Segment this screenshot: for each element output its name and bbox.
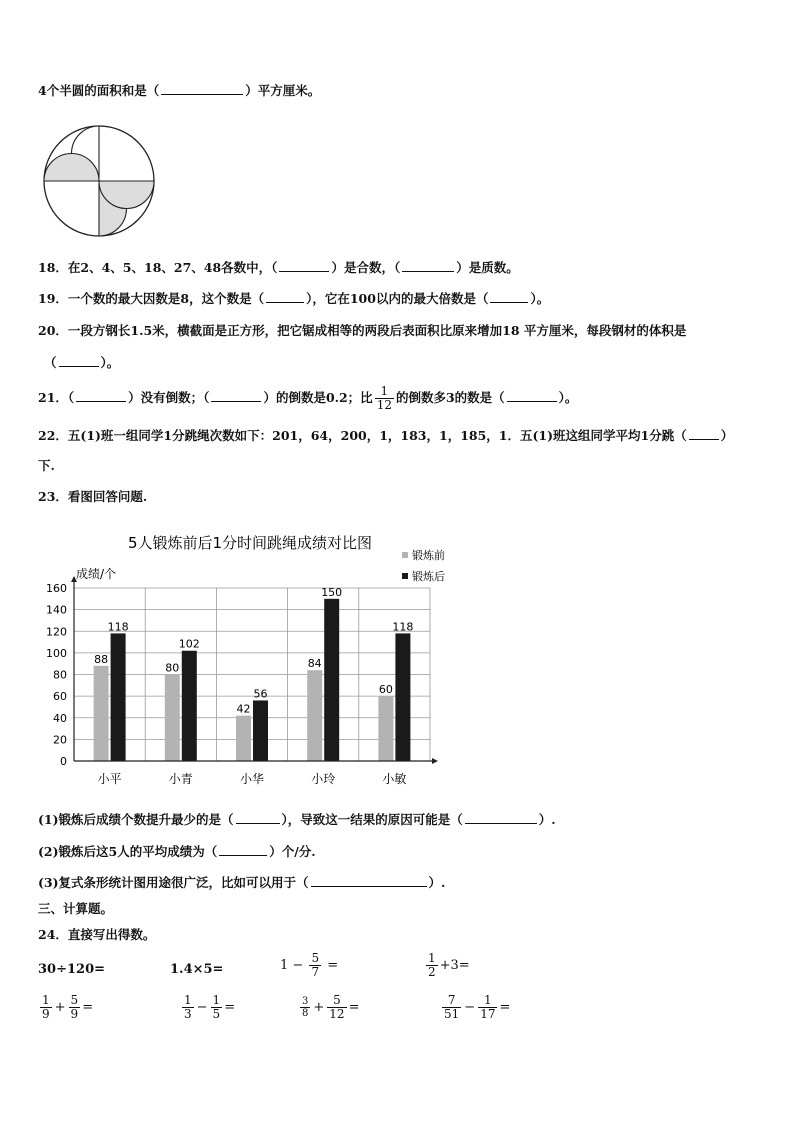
data-label: 56 bbox=[253, 687, 268, 701]
bar-before bbox=[165, 675, 180, 762]
calc-item-3 bbox=[280, 952, 338, 979]
fraction-denominator: 17 bbox=[480, 1007, 496, 1021]
calc-item-2: 1.4×5= bbox=[170, 962, 224, 977]
y-tick-label: 140 bbox=[46, 603, 67, 617]
q23-2-blank[interactable] bbox=[219, 843, 267, 856]
y-axis-label: 成绩/个 bbox=[76, 567, 117, 581]
data-label: 84 bbox=[307, 657, 322, 671]
question-23-3 bbox=[38, 874, 445, 891]
section-heading: 三、计算题。 bbox=[38, 901, 114, 916]
fraction-numerator: 1 bbox=[478, 994, 497, 1008]
q23-2-text: (2)锻炼后这5人的平均成绩为（ bbox=[38, 844, 218, 859]
question-23-2 bbox=[38, 843, 316, 860]
question-20-line2 bbox=[44, 354, 119, 371]
q17-text: 4个半圆的面积和是（ bbox=[38, 83, 160, 98]
calc-item-8 bbox=[440, 994, 510, 1021]
fraction-denominator: 5 bbox=[212, 1007, 221, 1021]
fraction bbox=[182, 994, 194, 1021]
q23-number: 23． bbox=[38, 489, 68, 504]
calc-item-1: 30÷120= bbox=[38, 962, 106, 977]
q19-text: 一个数的最大因数是8，这个数是（ bbox=[67, 291, 265, 306]
data-label: 102 bbox=[178, 637, 200, 651]
operator: + bbox=[54, 1000, 66, 1015]
q23-3-text: (3)复式条形统计图用途很广泛，比如可以用于（ bbox=[38, 875, 309, 890]
fraction-denominator: 9 bbox=[42, 1007, 50, 1021]
q20-answer-blank[interactable] bbox=[59, 354, 99, 367]
q20-text: 一段方钢长1.5米，横截面是正方形，把它锯成相等的两段后表面积比原来增加18 平方厘米，每段钢材的体积是 bbox=[67, 323, 687, 338]
q21-text: ）没有倒数；（ bbox=[128, 390, 210, 405]
q23-1-text: ）. bbox=[538, 812, 556, 827]
fraction bbox=[300, 996, 310, 1019]
calc-item-7 bbox=[298, 994, 359, 1021]
q18-number: 18． bbox=[38, 260, 68, 275]
calc-item-5 bbox=[38, 994, 93, 1021]
fraction-denominator: 12 bbox=[376, 398, 392, 412]
q19-text: ）。 bbox=[530, 291, 550, 306]
y-tick-label: 0 bbox=[60, 755, 67, 768]
chart-bars bbox=[94, 586, 414, 761]
bar-after bbox=[324, 599, 339, 761]
data-label: 80 bbox=[165, 661, 180, 675]
fraction-numerator: 5 bbox=[327, 994, 346, 1008]
chart-legend bbox=[402, 548, 445, 583]
legend-label-before: 锻炼前 bbox=[412, 549, 445, 562]
q19-text: ），它在100以内的最大倍数是（ bbox=[306, 291, 489, 306]
fraction-denominator: 2 bbox=[428, 965, 436, 979]
q24-number: 24． bbox=[38, 927, 68, 942]
q21-text: 的倒数多3的数是（ bbox=[395, 390, 505, 405]
q22-text: 五(1)班一组同学1分跳绳次数如下：201，64，200，1，183，1，185，1．五(1)班这组同学平均1分跳（ bbox=[67, 428, 687, 443]
calc-text: = bbox=[82, 1000, 94, 1015]
operator: + bbox=[313, 1000, 325, 1015]
q20-number: 20． bbox=[38, 323, 68, 338]
data-label: 88 bbox=[94, 652, 109, 666]
q21-text: ）。 bbox=[558, 390, 578, 405]
fraction-denominator: 51 bbox=[444, 1007, 460, 1021]
operator: − bbox=[464, 1000, 476, 1015]
fraction bbox=[442, 994, 461, 1021]
calc-text: = bbox=[499, 1000, 511, 1015]
q17-text-end: ）平方厘米。 bbox=[245, 83, 321, 98]
q23-1-text: (1)锻炼后成绩个数提升最少的是（ bbox=[38, 812, 234, 827]
calc-item-4 bbox=[424, 952, 470, 979]
q20-text: ）。 bbox=[100, 355, 120, 370]
fraction-numerator: 1 bbox=[42, 993, 50, 1007]
x-tick-label: 小华 bbox=[239, 772, 265, 786]
calc-text: +3= bbox=[439, 958, 470, 973]
q21-blank-1[interactable] bbox=[76, 389, 126, 402]
bar-after bbox=[395, 633, 410, 761]
q19-number: 19． bbox=[38, 291, 68, 306]
x-tick-label: 小平 bbox=[97, 772, 122, 786]
y-tick-label: 60 bbox=[53, 690, 67, 704]
calc-item-6 bbox=[180, 994, 235, 1021]
bar-after bbox=[253, 700, 268, 761]
y-tick-label: 120 bbox=[46, 625, 67, 639]
operator: − bbox=[196, 1000, 208, 1015]
y-tick-label: 100 bbox=[46, 646, 67, 660]
fraction-denominator: 9 bbox=[70, 1007, 79, 1021]
q21-number: 21． bbox=[38, 390, 68, 405]
question-17 bbox=[38, 82, 320, 99]
q21-blank-3[interactable] bbox=[507, 389, 557, 402]
chart-title: 5人锻炼前后1分时间跳绳成绩对比图 bbox=[127, 534, 373, 552]
q23-1-blank-1[interactable] bbox=[236, 811, 280, 824]
q19-blank-2[interactable] bbox=[490, 290, 528, 303]
q18-text: ）是合数，（ bbox=[331, 260, 401, 275]
q23-1-text: ），导致这一结果的原因可能是（ bbox=[281, 812, 463, 827]
legend-swatch-before bbox=[402, 552, 408, 558]
legend-swatch-after bbox=[402, 573, 408, 579]
fraction-numerator: 1 bbox=[375, 385, 394, 399]
y-tick-label: 40 bbox=[53, 711, 67, 725]
q23-2-text: ）个/分. bbox=[269, 844, 316, 859]
question-22-line2 bbox=[38, 458, 55, 474]
fraction-numerator: 1 bbox=[212, 993, 221, 1007]
q18-text: ）是质数。 bbox=[456, 260, 519, 275]
fraction bbox=[426, 952, 438, 979]
fraction bbox=[327, 994, 346, 1021]
q19-blank-1[interactable] bbox=[266, 290, 304, 303]
q22-text: 下. bbox=[38, 458, 55, 473]
data-label: 42 bbox=[236, 702, 251, 716]
q23-3-blank[interactable] bbox=[311, 874, 427, 887]
q23-text: 看图回答问题. bbox=[67, 489, 148, 504]
y-tick-label: 160 bbox=[46, 582, 67, 595]
question-23 bbox=[38, 489, 147, 505]
fraction-numerator: 7 bbox=[442, 994, 461, 1008]
question-18 bbox=[38, 259, 519, 276]
fraction bbox=[69, 994, 81, 1021]
fraction-denominator: 3 bbox=[184, 1007, 192, 1021]
question-20 bbox=[38, 323, 686, 339]
fraction bbox=[478, 994, 497, 1021]
q20-text: （ bbox=[44, 355, 57, 370]
y-tick-label: 20 bbox=[53, 733, 67, 747]
q23-1-blank-2[interactable] bbox=[465, 811, 537, 824]
bar-before bbox=[236, 716, 251, 761]
fraction-numerator: 5 bbox=[70, 993, 79, 1007]
question-24 bbox=[38, 927, 155, 943]
q23-3-text: ）. bbox=[428, 875, 446, 890]
fraction-numerator: 1 bbox=[428, 951, 436, 965]
calc-text: = bbox=[348, 1000, 360, 1015]
q18-text: 在2、4、5、18、27、48各数中，（ bbox=[67, 260, 278, 275]
legend-label-after: 锻炼后 bbox=[412, 570, 445, 583]
bar-chart bbox=[30, 528, 460, 798]
q18-blank-prime[interactable] bbox=[402, 259, 454, 272]
bar-before bbox=[307, 670, 322, 761]
fraction-numerator: 1 bbox=[184, 993, 192, 1007]
q21-blank-2[interactable] bbox=[211, 389, 261, 402]
bar-after bbox=[182, 651, 197, 761]
fraction-denominator: 7 bbox=[311, 965, 320, 979]
bar-before bbox=[378, 696, 393, 761]
calc-text: = bbox=[224, 1000, 236, 1015]
q18-blank-composite[interactable] bbox=[279, 259, 329, 272]
fraction-denominator: 8 bbox=[302, 1008, 309, 1019]
fraction bbox=[40, 994, 52, 1021]
data-label: 150 bbox=[321, 585, 343, 599]
bar-before bbox=[94, 666, 109, 761]
calc-text: = bbox=[323, 958, 339, 973]
q21-fraction bbox=[375, 385, 394, 412]
chart-grid bbox=[74, 585, 430, 761]
question-19 bbox=[38, 290, 549, 307]
q21-text: （ bbox=[67, 390, 75, 405]
data-label: 118 bbox=[107, 620, 129, 634]
fraction bbox=[211, 994, 223, 1021]
bar-after bbox=[111, 633, 126, 761]
semicircle-figure bbox=[42, 124, 156, 238]
fraction bbox=[309, 952, 321, 979]
x-tick-label: 小敏 bbox=[382, 772, 407, 786]
x-axis-arrow bbox=[432, 758, 438, 764]
fraction-numerator: 3 bbox=[302, 996, 309, 1007]
q22-answer-blank[interactable] bbox=[689, 427, 719, 440]
fraction-denominator: 12 bbox=[329, 1007, 345, 1021]
q22-text: ） bbox=[720, 428, 734, 443]
q22-number: 22． bbox=[38, 428, 68, 443]
q24-text: 直接写出得数。 bbox=[67, 927, 156, 942]
calc-text: 1 − bbox=[280, 958, 308, 973]
y-tick-label: 80 bbox=[53, 668, 67, 682]
data-label: 60 bbox=[378, 683, 393, 697]
q17-answer-blank[interactable] bbox=[161, 82, 243, 95]
x-tick-label: 小玲 bbox=[311, 772, 336, 786]
fraction-numerator: 5 bbox=[311, 951, 320, 965]
x-tick-label: 小青 bbox=[168, 772, 193, 786]
question-23-1 bbox=[38, 811, 556, 828]
q21-text: ）的倒数是0.2；比 bbox=[263, 390, 373, 405]
question-22 bbox=[38, 427, 733, 444]
data-label: 118 bbox=[392, 620, 414, 634]
question-21 bbox=[38, 383, 577, 413]
